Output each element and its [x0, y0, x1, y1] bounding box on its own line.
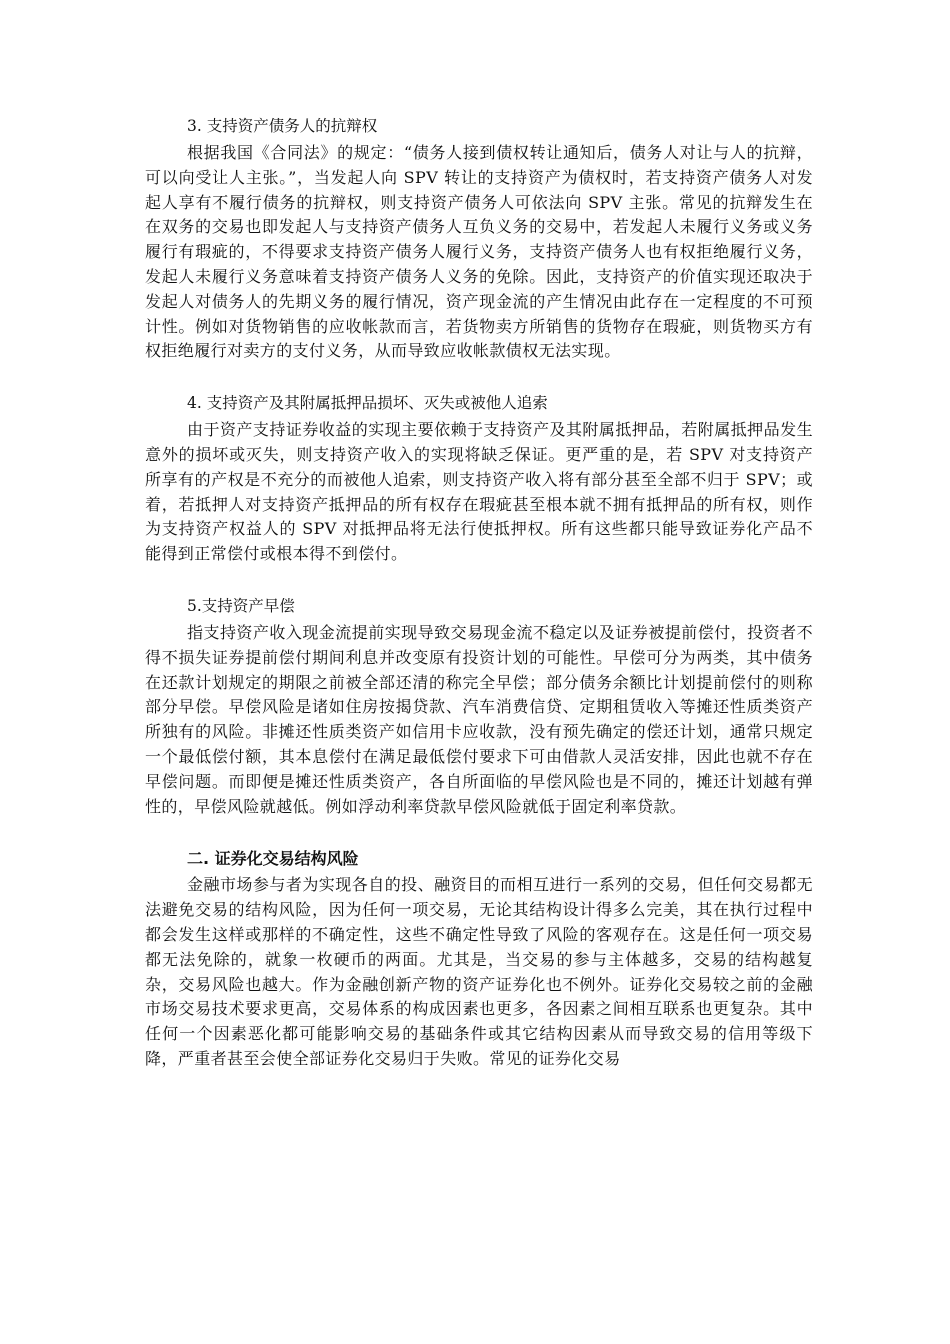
- section-debtor-defense: [145, 112, 813, 364]
- section-prepayment: [145, 592, 813, 819]
- section-paragraph: 根据我国《合同法》的规定：“债务人接到债权转让通知后，债务人对让与人的抗辩，可以向受让人主张。”，当发起人向 SPV 转让的支持资产为债权时，若支持资产债务人对发起人享有不履行债务的抗辩权，则支持资产债务人可依法向 SPV 主张。常见的抗辩发生在在双务的交易也即发起人与支持资产债务人互负义务的交易中，若发起人未履行义务或义务履行有瑕疵的，不得要求支持资产债务人履行义务，支持资产债务人也有权拒绝履行义务，发起人未履行义务意味着支持资产债务人义务的免除。因此，支持资产的价值实现还取决于发起人对债务人的先期义务的履行情况，资产现金流的产生情况由此存在一定程度的不可预计性。例如对货物销售的应收帐款而言，若货物卖方所销售的货物存在瑕疵，则货物买方有权拒绝履行对卖方的支付义务，从而导致应收帐款债权无法实现。: [145, 143, 813, 361]
- section-heading: 4. 支持资产及其附属抵押品损坏、灭失或被他人追索: [187, 394, 548, 413]
- section-structure-risk: [145, 844, 813, 1071]
- document-page: [145, 112, 813, 1097]
- section-paragraph: 由于资产支持证券收益的实现主要依赖于支持资产及其附属抵押品，若附属抵押品发生意外的损坏或灭失，则支持资产收入的实现将缺乏保证。更严重的是，若 SPV 对支持资产所享有的产权是不充分的而被他人追索，则支持资产收入将有部分甚至全部不归于 SPV；或着，若抵押人对支持资产抵押品的所有权存在瑕疵甚至根本就不拥有抵押品的所有权，则作为支持资产权益人的 SPV 对抵押品将无法行使抵押权。所有这些都只能导致证券化产品不能得到正常偿付或根本得不到偿付。: [145, 420, 813, 564]
- section-paragraph: 指支持资产收入现金流提前实现导致交易现金流不稳定以及证券被提前偿付，投资者不得不损失证券提前偿付期间利息并改变原有投资计划的可能性。早偿可分为两类，其中债务在还款计划规定的期限之前被全部还清的称完全早偿；部分债务余额比计划提前偿付的则称部分早偿。早偿风险是诸如住房按揭贷款、汽车消费信贷、定期租赁收入等摊还性质类资产所独有的风险。非摊还性质类资产如信用卡应收款，没有预先确定的偿还计划，通常只规定一个最低偿付额，其本息偿付在满足最低偿付要求下可由借款人灵活安排，因此也就不存在早偿问题。而即便是摊还性质类资产，各自所面临的早偿风险也是不同的，摊还计划越有弹性的，早偿风险就越低。例如浮动利率贷款早偿风险就低于固定利率贷款。: [145, 622, 813, 816]
- section-heading: 二. 证券化交易结构风险: [187, 849, 359, 869]
- section-heading: 5.支持资产早偿: [187, 596, 295, 615]
- section-heading: 3. 支持资产债务人的抗辩权: [187, 117, 378, 135]
- section-collateral-loss: [145, 389, 813, 567]
- section-paragraph: 金融市场参与者为实现各自的投、融资目的而相互进行一系列的交易，但任何交易都无法避免交易的结构风险，因为任何一项交易，无论其结构设计得多么完美，其在执行过程中都会发生这样或那样的不确定性，这些不确定性导致了风险的客观存在。这是任何一项交易都无法免除的，就象一枚硬币的两面。尤其是，当交易的参与主体越多，交易的结构越复杂，交易风险也越大。作为金融创新产物的资产证券化也不例外。证券化交易较之前的金融市场交易技术要求更高，交易体系的构成因素也更多，各因素之间相互联系也更复杂。其中任何一个因素恶化都可能影响交易的基础条件或其它结构因素从而导致交易的信用等级下降，严重者甚至会使全部证券化交易归于失败。常见的证券化交易: [145, 875, 813, 1068]
